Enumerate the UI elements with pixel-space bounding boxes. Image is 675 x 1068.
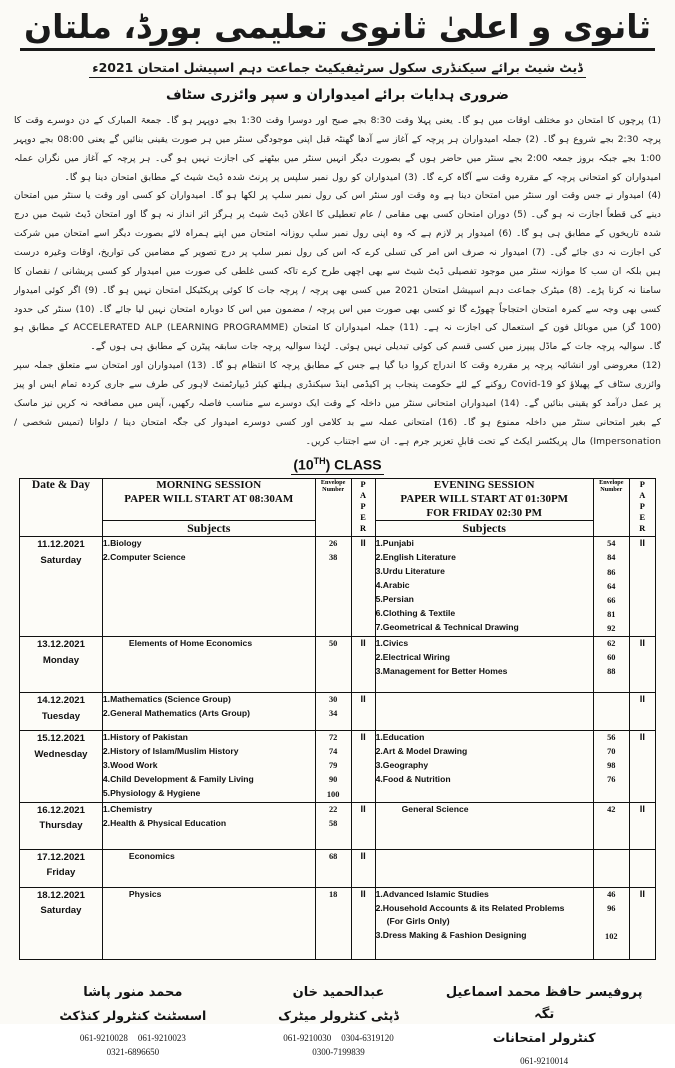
instructions-title: ضروری ہدایات برائے امیدواران و سپر وائزری سٹاف: [166, 86, 509, 103]
envelope-number: 100: [326, 789, 340, 799]
cell-subjects-morning: [102, 537, 315, 637]
cell-envelope-evening: [593, 637, 629, 693]
cell-date-day: [20, 731, 103, 803]
subject-item: (For Girls Only): [386, 916, 450, 927]
phone-line: [30, 1046, 236, 1059]
envelope-number: 81: [607, 609, 616, 619]
cell-envelope-morning: [315, 693, 351, 731]
subject-item: 3.Urdu Literature: [375, 566, 445, 577]
paper-letter: P: [360, 502, 366, 512]
envelope-number: 42: [607, 804, 616, 814]
cell-envelope-evening: [593, 731, 629, 803]
cell-paper-morning: II: [351, 637, 375, 693]
paper-letter: A: [639, 491, 646, 501]
evening-session-line3: FOR FRIDAY 02:30 PM: [426, 506, 542, 519]
subject-item: Physics: [128, 888, 162, 899]
row-day: Saturday: [40, 555, 82, 567]
paper-letter: E: [360, 513, 367, 523]
sheet-subtitle: ڈیٹ شیٹ برائے سیکنڈری سکول سرٹیفیکیٹ جماعت دہم اسپیشل امتحان 2021ء: [89, 60, 586, 78]
header-morning-session: [102, 479, 315, 521]
envelope-number: [594, 916, 629, 930]
cell-paper-morning: II: [351, 537, 375, 637]
phone-number: 0300-7199839: [312, 1046, 365, 1057]
subject-item: 7.Geometrical & Technical Drawing: [375, 621, 519, 632]
header-paper-morning: [351, 479, 375, 537]
masthead: [0, 0, 675, 103]
signature-phones: [236, 1032, 442, 1058]
signature-block: [30, 982, 647, 1068]
envelope-number: 30: [328, 695, 338, 705]
class-title-sup: TH: [313, 456, 326, 467]
row-date: 17.12.2021: [36, 851, 85, 863]
cell-paper-morning: II: [351, 849, 375, 887]
cell-paper-morning: II: [351, 693, 375, 731]
cell-envelope-evening: [593, 693, 629, 731]
signature-role: اسسٹنٹ کنٹرولر کنڈکٹ: [59, 1007, 207, 1023]
table-body: [20, 537, 656, 959]
envelope-number: 84: [607, 553, 616, 563]
paper-letter: P: [639, 502, 646, 512]
class-title-suffix: ) CLASS: [325, 457, 382, 474]
cell-paper-evening: II: [629, 693, 655, 731]
date-sheet-table-wrap: [19, 478, 656, 960]
evening-session-line2: PAPER WILL START AT 01:30PM: [400, 492, 569, 505]
cell-subjects-evening: [375, 537, 593, 637]
envelope-number: 76: [607, 775, 616, 785]
signature-role: ڈپٹی کنٹرولر میٹرک: [278, 1007, 399, 1023]
cell-paper-evening: II: [629, 537, 655, 637]
subject-item: 5.Persian: [375, 594, 414, 604]
instructions-paragraph-3: (12) معروضی اور انشائیہ پرچہ پر مقررہ وقت کا اندراج کروا دیا گیا ہے جس کے مطابق پرچہ کا انتظام ہو گا۔ (13) امیدواران اور امتحان سے متعلق جملہ سپر وائزری سٹاف کے پھیلاؤ کو Covid-19 روکنے کے لئے حکومت پنجاب پر اکیڈمی اینڈ سیکنڈری ہیلتھ کیئر ڈیپارٹمنٹ لاہور کی طرف سے جاری کردہ تمام ایس او پیز پر عمل درآمد کو یقینی بنائیں گے۔ (14) امیدواران امتحانی سنٹر میں داخلہ کے وقت ایک دوسرے سے مناسب فاصلہ رکھیں، آپس میں مصافحہ نہ کریں نیز ماسک کے بغیر امتحانی سنٹر میں داخلہ ممنوع ہو گا۔ (16) امتحانی عملہ سے بد کلامی اور کسی دوسرے امیدوار کی جگہ امتحان دینا / دلوانا (تمیس شخصی / Impersonation) مال پریکٹسز ایکٹ کے تحت قابلِ تعزیر جرم ہے۔ ان سے اجتناب کریں۔: [14, 360, 661, 447]
envelope-number: 26: [328, 539, 338, 549]
cell-envelope-morning: [315, 802, 351, 849]
instructions-block: [14, 112, 661, 451]
cell-date-day: [20, 637, 103, 693]
envelope-number: 102: [605, 931, 618, 941]
envelope-number: 72: [328, 733, 338, 743]
envelope-number: 68: [328, 851, 338, 861]
class-title-prefix: (10: [293, 457, 314, 474]
subject-item: 4.Arabic: [375, 580, 410, 591]
subject-item: 1.Punjabi: [375, 538, 414, 549]
subject-item: 2.Health & Physical Education: [102, 817, 227, 828]
envelope-number: 50: [328, 639, 338, 649]
paper-letter: P: [360, 480, 366, 490]
envelope-number: 86: [607, 567, 616, 577]
subject-item: General Science: [401, 803, 469, 814]
paper-letter: E: [639, 513, 646, 523]
row-date: 16.12.2021: [36, 804, 85, 816]
evening-session-line1: EVENING SESSION: [433, 479, 535, 492]
row-date: 15.12.2021: [36, 733, 85, 745]
header-subjects-evening: Subjects: [375, 521, 593, 537]
envelope-number: 38: [328, 553, 338, 563]
cell-paper-evening: II: [629, 731, 655, 803]
cell-envelope-evening: [593, 849, 629, 887]
row-day: Monday: [42, 654, 80, 666]
envelope-label-line1: Envelope: [599, 479, 624, 487]
cell-subjects-morning: [102, 731, 315, 803]
signature-phones: [30, 1032, 236, 1058]
subject-item: 2.English Literature: [375, 552, 456, 563]
subject-item: 2.History of Islam/Muslim History: [102, 746, 239, 756]
envelope-number: 98: [607, 761, 616, 771]
morning-session-line1: MORNING SESSION: [156, 479, 262, 492]
envelope-number: 79: [328, 761, 338, 771]
cell-subjects-morning: [102, 887, 315, 959]
envelope-number: 92: [607, 623, 616, 633]
row-date: 18.12.2021: [36, 889, 85, 901]
morning-session-line2: PAPER WILL START AT 08:30AM: [124, 492, 294, 505]
table-row: [20, 537, 656, 637]
signature-name: پروفیسر حافظ محمد اسماعیل تگہ: [445, 984, 643, 1022]
row-day: Friday: [46, 867, 76, 879]
date-sheet-table: [19, 478, 656, 960]
cell-paper-morning: II: [351, 731, 375, 803]
envelope-number: 74: [328, 747, 338, 757]
subject-item: 3.Geography: [375, 759, 429, 770]
envelope-number: 64: [607, 581, 616, 591]
phone-line: [441, 1055, 647, 1068]
instructions-paragraph-1: (1) پرچوں کا امتحان دو مختلف اوقات میں ہو گا۔ یعنی پہلا وقت 8:30 بجے صبح اور دوسرا وقت 1:30 بجے دوپہر ہو گا۔ جمعۃ المبارک کے دن دوسرے وقت کا پرچہ 2:30 بجے شروع ہو گا۔ (2) جملہ امیدواران ہر پرچہ کے آغاز سے آدھا گھنٹہ قبل اپنی موجودگی سنٹر میں ہر صورت یقینی بنائیں گے یعنی 08:00 بجے دوپہر 1:00 بجے جبکہ بروز جمعہ 2:00 بجے سنٹر میں حاضر ہوں گے بصورت دیگر انہیں سنٹر میں بیٹھنے کی اجازت نہیں ہو گی۔ ہر پرچہ کے آغاز میں نگران عملہ امیدواران کو امتحانی پرچہ کے مقررہ وقت سے آگاہ کرے گا۔ (3) امیدواران کو رول نمبر سلپس پر پرنٹ شدہ ڈیٹ شیٹ کے مطابق امتحان دینا ہو گا۔: [14, 114, 661, 183]
signature-entry: [236, 982, 442, 1068]
cell-envelope-morning: [315, 849, 351, 887]
cell-subjects-morning: [102, 637, 315, 693]
envelope-number: 96: [607, 903, 616, 913]
phone-number: 061-9210030: [283, 1033, 332, 1044]
envelope-number: 90: [328, 775, 338, 785]
cell-subjects-morning: [102, 802, 315, 849]
subject-item: 1.Education: [375, 732, 425, 743]
table-head: [20, 479, 656, 537]
envelope-label-line2: Number: [600, 486, 623, 494]
board-title: ثانوی و اعلیٰ ثانوی تعلیمی بورڈ، ملتان: [20, 8, 655, 51]
signature-entry: [30, 982, 236, 1068]
signature-phones: [441, 1055, 647, 1068]
subject-item: 3.Management for Better Homes: [375, 665, 508, 676]
table-row: [20, 849, 656, 887]
subject-item: 3.Wood Work: [102, 759, 158, 770]
class-title: [291, 456, 383, 475]
instructions-paragraph-2: (4) امیدوار نے جس وقت اور سنٹر میں امتحان دینا ہے وہ وقت اور سنٹر اس کی رول نمبر سلپ پر لکھا ہو گا۔ امیدواران کو کسی اور وقت یا سنٹر میں امتحان دینے کی قطعاً اجازت نہ ہو گی۔ (5) دوران امتحان کسی بھی مقامی / عام تعطیلی کا اعلان ڈیٹ شیٹ پر ہرگز اثر انداز نہ ہو گا اور امتحان ڈیٹ شیٹ میں درج شدہ تاریخوں کے مطابق ہی ہو گا۔ (6) امیدوار پر لازم ہے کہ وہ اپنی رول نمبر سلپ روزانہ امتحان میں اپنے ہمراہ لائے بصورت دیگر اسے امتحان میں شرکت کی اجازت نہ دی جائے گی۔ (7) امیدوار نہ صرف اس امر کی تسلی کرے کہ اس کی رول نمبر سلپ پر درج تصویر کے مضامین کی تواریخ، اوقات وغیرہ درست ہیں بلکہ ان سب کا موازنہ سنٹر میں موجود تفصیلی ڈیٹ شیٹ سے بھی اچھی طرح کرے تاکہ کسی غلطی کی صورت میں امیدوار کو کسی پریشانی / نقصان کا سامنا نہ کرنا پڑے۔ (8) میٹرک جماعت دہم اسپیشل امتحان 2021 میں کسی بھی پرچہ / پرچہ جات کا کوئی پریکٹیکل امتحان نہیں ہو گا۔ (9) اگر کوئی امیدوار کسی بھی وجہ سے کمرہ امتحان احتجاجاً چھوڑے گا تو کسی بھی صورت میں اس پرچہ / مضمون میں اس کا دوبارہ امتحان نہیں لیا جائے گا۔ (10) سنٹر کی حدود (100 گز) میں موبائل فون کے استعمال کی اجازت نہ ہے۔ (11) جملہ امیدواران کا امتحان ACCELERATED ALP (LEARNING PROGRAMME) کے مطابق ہو گا۔ سوالیہ پرچہ جات کے ماڈل پیپرز میں کسی قسم کی کوئی تبدیلی نہیں ہوئی۔ لہٰذا سوالیہ پرچہ جات سابقہ پیٹرن کے مطابق ہی ہوں گے۔: [14, 190, 661, 353]
paper-letter: R: [639, 524, 646, 534]
table-row: [20, 731, 656, 803]
phone-number: 0304-6319120: [341, 1033, 394, 1044]
cell-date-day: [20, 537, 103, 637]
row-date: 14.12.2021: [36, 695, 85, 707]
class-title-wrap: [0, 456, 675, 475]
subject-item: 1.History of Pakistan: [102, 732, 188, 743]
subject-item: 1.Civics: [375, 638, 409, 649]
subject-item: 6.Clothing & Textile: [375, 607, 456, 618]
subject-item: 2.General Mathematics (Arts Group): [102, 708, 250, 718]
phone-line: [236, 1046, 442, 1059]
signature-role: کنٹرولر امتحانات: [492, 1029, 596, 1045]
subject-item: 4.Child Development & Family Living: [102, 773, 254, 784]
paper-letter: R: [360, 524, 367, 534]
cell-envelope-morning: [315, 637, 351, 693]
cell-subjects-evening: [375, 693, 593, 731]
cell-envelope-morning: [315, 887, 351, 959]
header-paper-evening: [629, 479, 655, 537]
cell-paper-morning: II: [351, 802, 375, 849]
subject-item: 2.Household Accounts & its Related Problems: [375, 902, 565, 913]
header-subjects-morning: Subjects: [102, 521, 315, 537]
cell-subjects-morning: [102, 693, 315, 731]
phone-line: [236, 1032, 442, 1045]
header-envelope-number-evening: [593, 479, 629, 537]
row-date: 11.12.2021: [37, 539, 85, 551]
cell-subjects-evening: [375, 849, 593, 887]
cell-paper-evening: II: [629, 887, 655, 959]
signature-name: محمد منور پاشا: [83, 984, 183, 1000]
subject-item: 4.Food & Nutrition: [375, 773, 451, 784]
envelope-number: 58: [328, 818, 338, 828]
phone-number: 0321-6896650: [106, 1046, 160, 1057]
subject-item: 2.Electrical Wiring: [375, 652, 451, 662]
cell-date-day: [20, 849, 103, 887]
cell-subjects-evening: [375, 731, 593, 803]
cell-envelope-evening: [593, 802, 629, 849]
table-row: [20, 693, 656, 731]
subject-item: Elements of Home Economics: [128, 638, 253, 649]
envelope-label-line2: Number: [322, 486, 345, 494]
table-row: [20, 887, 656, 959]
header-envelope-number-morning: [315, 479, 351, 537]
subject-item: 5.Physiology & Hygiene: [102, 787, 201, 798]
envelope-number: 56: [607, 733, 616, 743]
row-day: Thursday: [39, 820, 83, 832]
envelope-number: 22: [328, 804, 338, 814]
row-day: Tuesday: [41, 710, 81, 722]
subject-item: 1.Biology: [102, 538, 142, 549]
cell-subjects-evening: [375, 887, 593, 959]
subject-item: 2.Computer Science: [102, 552, 186, 563]
cell-paper-evening: II: [629, 637, 655, 693]
envelope-number: 34: [328, 709, 338, 719]
envelope-number: 66: [607, 595, 616, 605]
header-date-day: Date & Day: [20, 479, 103, 537]
signature-entry: [441, 982, 647, 1068]
row-day: Wednesday: [34, 748, 88, 760]
cell-envelope-evening: [593, 887, 629, 959]
cell-envelope-morning: [315, 537, 351, 637]
envelope-number: 18: [328, 889, 338, 899]
cell-subjects-morning: [102, 849, 315, 887]
table-row: [20, 637, 656, 693]
envelope-number: 60: [607, 653, 616, 663]
paper-letter: A: [360, 491, 367, 501]
phone-number: 061-9210014: [520, 1055, 569, 1066]
row-date: 13.12.2021: [36, 639, 85, 651]
subject-item: 2.Art & Model Drawing: [375, 746, 468, 756]
subject-item: 1.Advanced Islamic Studies: [375, 888, 489, 899]
cell-subjects-evening: [375, 802, 593, 849]
envelope-label-line1: Envelope: [320, 479, 346, 487]
header-evening-session: [375, 479, 593, 521]
cell-paper-morning: II: [351, 887, 375, 959]
envelope-number: 62: [607, 639, 616, 649]
paper-letter: P: [639, 480, 646, 490]
signature-name: عبدالحمید خان: [292, 984, 385, 1000]
cell-date-day: [20, 693, 103, 731]
cell-date-day: [20, 802, 103, 849]
subject-item: 1.Mathematics (Science Group): [102, 694, 231, 705]
phone-line: [30, 1032, 236, 1045]
envelope-number: 54: [607, 539, 616, 549]
phone-number: 061-9210023: [137, 1033, 186, 1044]
phone-number: 061-9210028: [79, 1033, 128, 1044]
cell-envelope-morning: [315, 731, 351, 803]
envelope-number: 46: [607, 889, 616, 899]
envelope-number: 88: [607, 667, 616, 677]
cell-date-day: [20, 887, 103, 959]
table-row: [20, 802, 656, 849]
subject-item: 3.Dress Making & Fashion Designing: [375, 930, 527, 941]
table-header-row-1: [20, 479, 656, 521]
cell-paper-evening: II: [629, 802, 655, 849]
envelope-number: 70: [607, 747, 616, 757]
cell-subjects-evening: [375, 637, 593, 693]
row-day: Saturday: [40, 905, 82, 917]
subject-item: Economics: [128, 850, 175, 861]
cell-paper-evening: [629, 849, 655, 887]
cell-envelope-evening: [593, 537, 629, 637]
subject-item: 1.Chemistry: [102, 803, 153, 814]
